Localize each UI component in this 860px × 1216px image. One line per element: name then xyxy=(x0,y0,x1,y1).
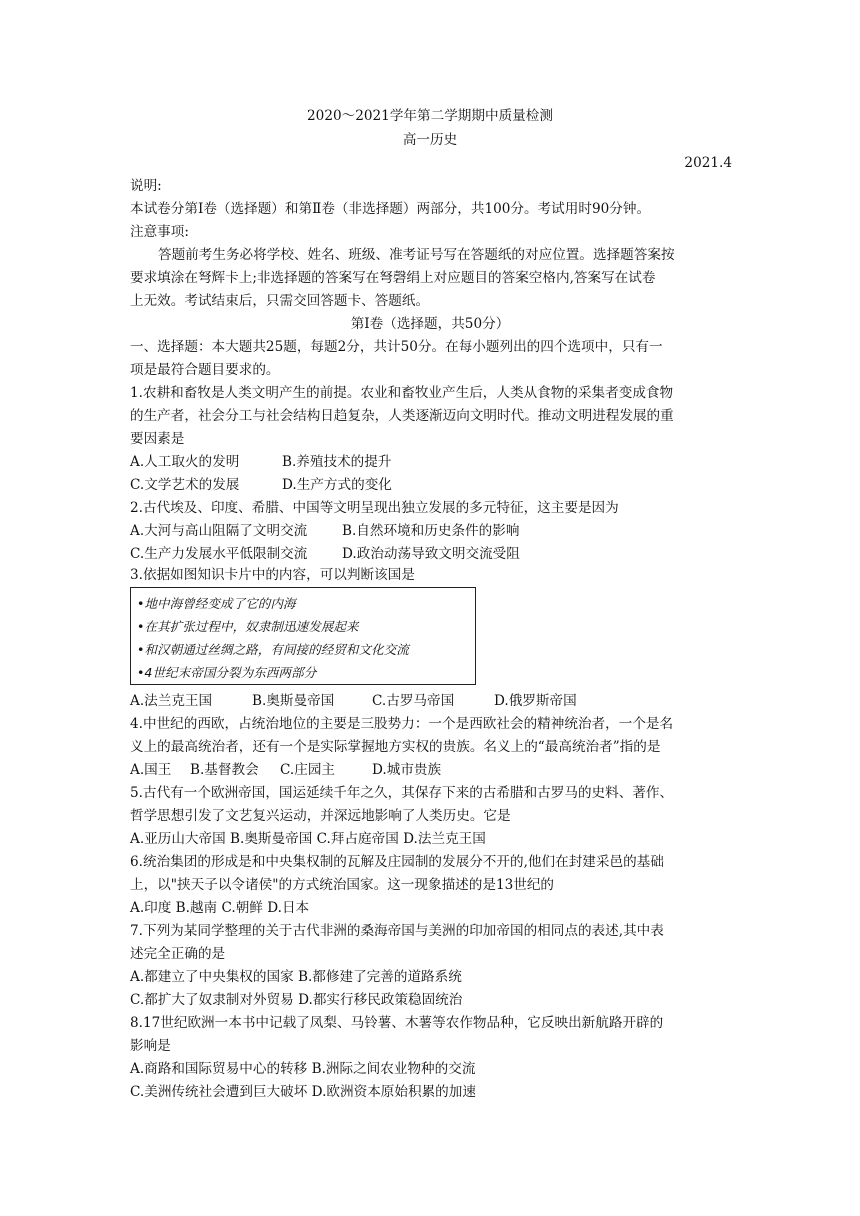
q8-options-row-2[interactable]: C.美洲传统社会遭到巨大破坏 D.欧洲资本原始积累的加速 xyxy=(130,1084,476,1100)
q8-stem-line-2: 影响是 xyxy=(130,1038,171,1054)
q1-option-a[interactable]: A.人工取火的发明 xyxy=(130,454,240,470)
q8-stem-line-1: 8.17世纪欧洲一本书中记载了凤梨、马铃薯、木薯等农作物品种，它反映出新航路开辟的 xyxy=(130,1015,664,1031)
q4-option-c[interactable]: C.庄园主 xyxy=(280,762,336,778)
q1-option-c[interactable]: C.文学艺术的发展 xyxy=(130,477,240,493)
q6-stem-line-2: 上，以"挟天子以令诸侯"的方式统治国家。这一现象描述的是13世纪的 xyxy=(130,877,555,893)
q3-option-b[interactable]: B.奥斯曼帝国 xyxy=(252,693,335,709)
q7-stem-line-2: 述完全正确的是 xyxy=(130,946,226,962)
q6-options[interactable]: A.印度 B.越南 C.朝鲜 D.日本 xyxy=(130,900,310,916)
q7-options-row-2[interactable]: C.都扩大了奴隶制对外贸易 D.都实行移民政策稳固统治 xyxy=(130,992,463,1008)
q2-option-c[interactable]: C.生产力发展水平低限制交流 xyxy=(130,546,308,562)
q2-options-row-1 xyxy=(130,521,519,541)
q3-option-d[interactable]: D.俄罗斯帝国 xyxy=(494,693,577,709)
q2-option-d[interactable]: D.政治动荡导致文明交流受阻 xyxy=(342,546,520,562)
knowledge-card-item: •4世纪末帝国分裂为东西两部分 xyxy=(137,665,317,680)
q1-stem-line-3: 要因素是 xyxy=(130,431,185,447)
exam-subject: 高一历史 xyxy=(402,132,458,148)
notice-label: 注意事项: xyxy=(130,224,189,240)
q3-option-a[interactable]: A.法兰克王国 xyxy=(130,693,213,709)
q1-option-d[interactable]: D.生产方式的变化 xyxy=(282,477,392,493)
knowledge-card-item: •和汉朝通过丝绸之路，有间接的经贸和文化交流 xyxy=(137,642,409,657)
q4-stem-line-1: 4.中世纪的西欧，占统治地位的主要是三股势力：一个是西欧社会的精神统治者，一个是名 xyxy=(130,716,674,732)
q5-options[interactable]: A.亚历山大帝国 B.奥斯曼帝国 C.拜占庭帝国 D.法兰克王国 xyxy=(130,831,486,847)
exam-title: 2020～2021学年第二学期期中质量检测 xyxy=(307,108,553,124)
q2-stem: 2.古代埃及、印度、希腊、中国等文明呈现出独立发展的多元特征，这主要是因为 xyxy=(130,500,619,516)
q8-options-row-1[interactable]: A.商路和国际贸易中心的转移 B.洲际之间农业物种的交流 xyxy=(130,1061,476,1077)
q6-stem-line-1: 6.统治集团的形成是和中央集权制的瓦解及庄园制的发展分不开的,他们在封建采邑的基础 xyxy=(130,854,664,870)
q4-stem-line-2: 义上的最高统治者，还有一个是实际掌握地方实权的贵族。名义上的“最高统治者”指的是 xyxy=(130,739,661,755)
knowledge-card xyxy=(130,587,476,685)
exam-date: 2021.4 xyxy=(684,155,732,171)
notice-paragraph-line-2: 要求填涂在弩辉卡上;非选择题的答案写在弩磬绢上对应题目的答案空格内,答案写在试卷 xyxy=(130,270,656,286)
q3-option-c[interactable]: C.古罗马帝国 xyxy=(372,693,455,709)
q2-options-row-2 xyxy=(130,544,520,564)
notice-paragraph-line-3: 上无效。考试结束后，只需交回答题卡、答题纸。 xyxy=(130,293,430,309)
q5-stem-line-2: 哲学思想引发了文艺复兴运动，并深远地影响了人类历史。它是 xyxy=(130,808,511,824)
note-text: 本试卷分第Ⅰ卷（选择题）和第Ⅱ卷（非选择题）两部分，共100分。考试用时90分钟。 xyxy=(130,201,651,217)
q1-options-row-1 xyxy=(130,452,391,472)
section-title: 第Ⅰ卷（选择题，共50分） xyxy=(350,316,510,332)
q4-options xyxy=(130,760,441,780)
q2-option-b[interactable]: B.自然环境和历史条件的影响 xyxy=(342,523,520,539)
q5-stem-line-1: 5.古代有一个欧洲帝国，国运延续千年之久，其保存下来的古希腊和古罗马的史料、著作、 xyxy=(130,785,674,801)
q2-option-a[interactable]: A.大河与高山阻隔了文明交流 xyxy=(130,523,308,539)
q4-option-b[interactable]: B.基督教会 xyxy=(190,762,259,778)
section-desc-line-2: 项是最符合题目要求的。 xyxy=(130,362,280,378)
notice-paragraph-line-1: 答题前考生务必将学校、姓名、班级、准考证号写在答题纸的对应位置。选择题答案按 xyxy=(158,247,675,263)
q4-option-a[interactable]: A.国王 xyxy=(130,762,172,778)
note-label: 说明: xyxy=(130,178,162,194)
q1-options-row-2 xyxy=(130,475,392,495)
q4-option-d[interactable]: D.城市贵族 xyxy=(372,762,442,778)
q3-stem: 3.依据如图知识卡片中的内容，可以判断该国是 xyxy=(130,567,415,583)
q7-stem-line-1: 7.下列为某同学整理的关于古代非洲的桑海帝国与美洲的印加帝国的相同点的表述,其中表 xyxy=(130,923,664,939)
knowledge-card-item: •在其扩张过程中，奴隶制迅速发展起来 xyxy=(137,619,359,634)
q7-options-row-1[interactable]: A.都建立了中央集权的国家 B.都修建了完善的道路系统 xyxy=(130,969,462,985)
q1-option-b[interactable]: B.养殖技术的提升 xyxy=(282,454,392,470)
q1-stem-line-1: 1.农耕和畜牧是人类文明产生的前提。农业和畜牧业产生后，人类从食物的采集者变成食物 xyxy=(130,385,674,401)
q3-options xyxy=(130,691,577,711)
section-desc-line-1: 一、选择题：本大题共25题，每题2分，共计50分。在每小题列出的四个选项中，只有一 xyxy=(130,339,663,355)
knowledge-card-item: •地中海曾经变成了它的内海 xyxy=(137,596,296,611)
q1-stem-line-2: 的生产者，社会分工与社会结构日趋复杂，人类逐渐迈向文明时代。推动文明进程发展的重 xyxy=(130,408,674,424)
